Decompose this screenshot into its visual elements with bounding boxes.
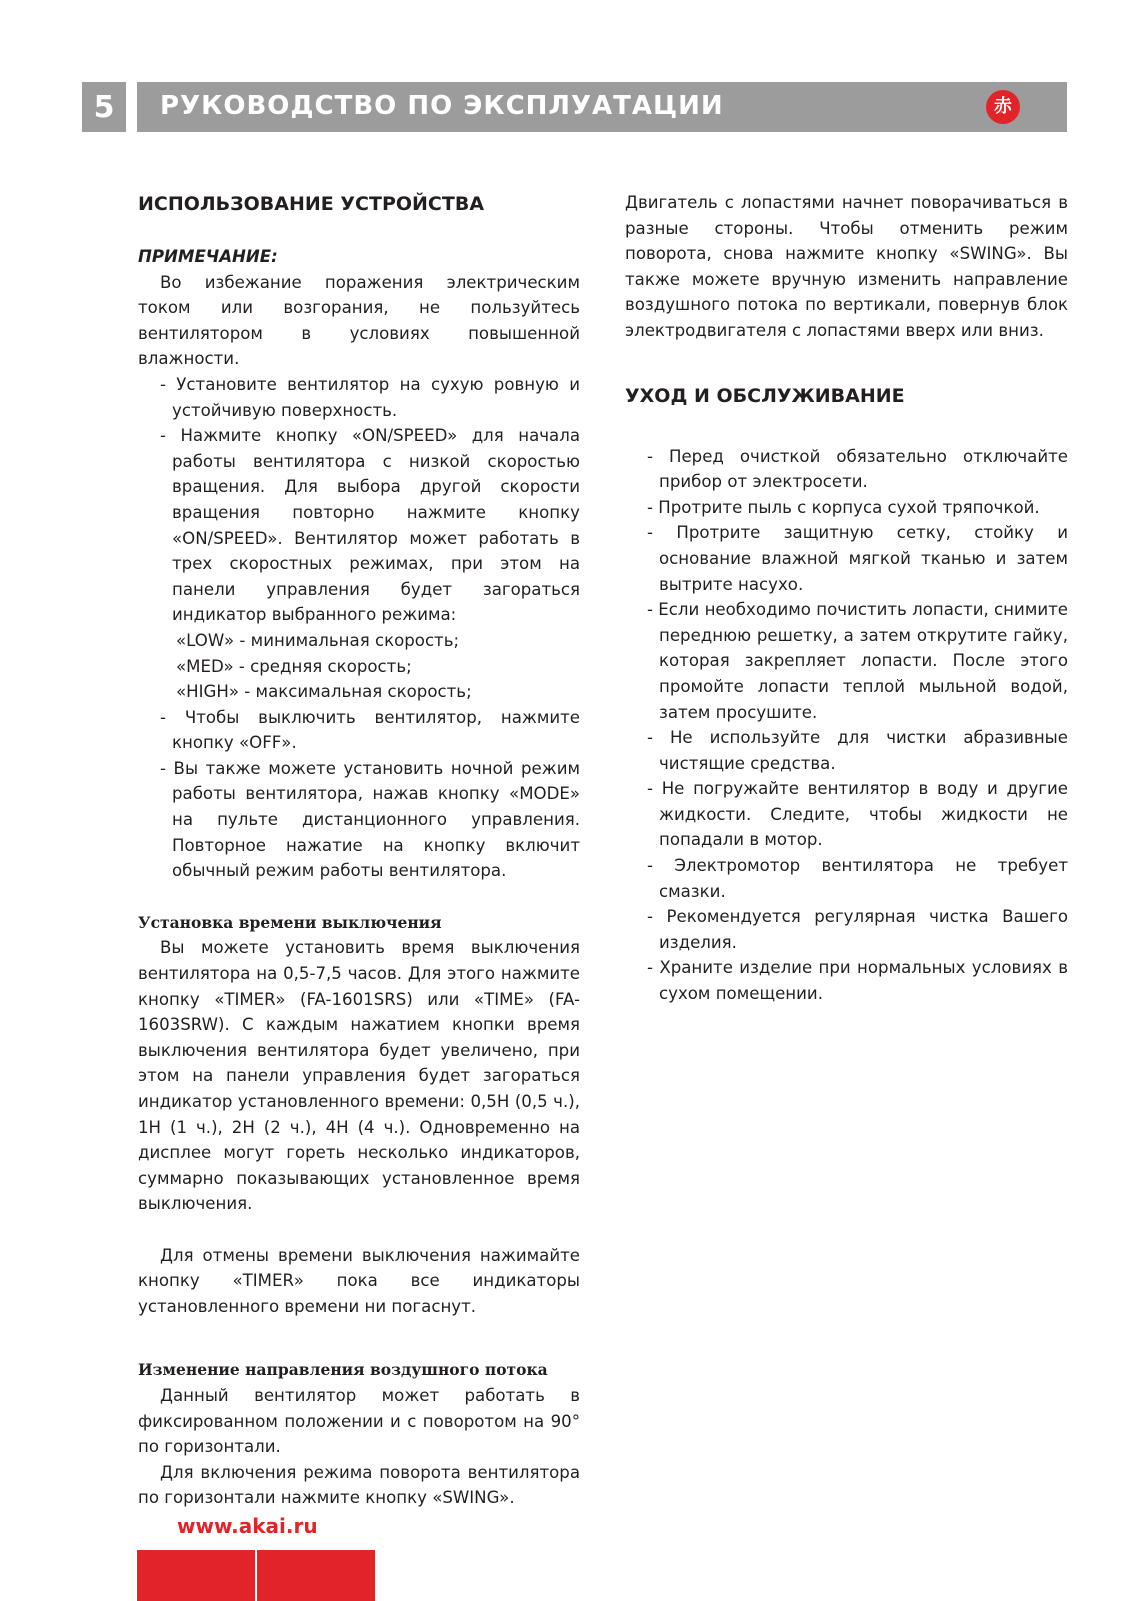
timer-cancel-paragraph: Для отмены времени выключения нажимайте кнопку «TIMER» пока все индикаторы установленного времени ни погаснут. [138, 1245, 580, 1316]
airflow-paragraph: Данный вентилятор может работать в фиксированном положении и с поворотом на 90° по горизонтали. [138, 1385, 580, 1457]
list-item: - Протрите защитную сетку, стойку и основание влажной мягкой тканью и затем вытрите насухо. [647, 523, 1068, 594]
list-item: - Не используйте для чистки абразивные чистящие средства. [647, 728, 1068, 773]
list-item: - Протрите пыль с корпуса сухой тряпочкой. [647, 497, 1040, 517]
list-item: - Храните изделие при нормальных условиях в сухом помещении. [647, 958, 1068, 1004]
care-list [625, 444, 1068, 1007]
brand-logo-icon: 赤 [986, 90, 1020, 124]
right-column [625, 190, 1068, 1007]
note-text: Во избежание поражения электрическим током или возгорания, не пользуйтесь вентилятором в условиях повышенной влажности. [138, 272, 580, 369]
timer-section-title: Установка времени выключения [138, 912, 442, 932]
page-title: РУКОВОДСТВО ПО ЭКСПЛУАТАЦИИ [160, 91, 724, 121]
swing-paragraph: Для включения режима поворота вентилятора по горизонтали нажмите кнопку «SWING». [138, 1462, 580, 1508]
mode-item: «LOW» - минимальная скорость; [176, 630, 460, 650]
page-number: 5 [82, 82, 126, 132]
list-item: - Не погружайте вентилятор в воду и другие жидкости. Следите, чтобы жидкости не попадали в мотор. [647, 779, 1068, 850]
mode-item: «MED» - средняя скорость; [176, 656, 412, 676]
list-item: - Нажмите кнопку «ON/SPEED» для начала работы вентилятора с низкой скоростью вращения. Для выбора другой скорости вращения повторно нажмите кнопку «ON/SPEED». Вентилятор может работать в трех скоростных режимах, при этом на панели управления будет загораться индикатор выбранного режима: [160, 426, 580, 625]
swing-continued-paragraph: Двигатель с лопастями начнет поворачиваться в разные стороны. Чтобы отменить режим поворота, снова нажмите кнопку «SWING». Вы также можете вручную изменить направление воздушного потока по вертикали, повернув блок электродвигателя с лопастями вверх или вниз. [625, 193, 1068, 340]
usage-list [138, 372, 580, 628]
left-column [138, 190, 580, 1511]
website-link[interactable]: www.akai.ru [177, 1514, 318, 1538]
timer-paragraph: Вы можете установить время выключения вентилятора на 0,5-7,5 часов. Для этого нажмите кнопку «TIMER» (FA-1601SRS) или «TIME» (FA-1603SRW). С каждым нажатием кнопки время выключения вентилятора будет увеличено, при этом на панели управления будет загораться индикатор установленного времени: 0,5H (0,5 ч.), 1H (1 ч.), 2H (2 ч.), 4H (4 ч.). Одновременно на дисплее могут гореть несколько индикаторов, суммарно показывающих установленное время выключения. [138, 938, 580, 1214]
usage-list-2 [138, 705, 580, 884]
footer-bar [257, 1550, 375, 1601]
list-item: - Чтобы выключить вентилятор, нажмите кнопку «OFF». [160, 707, 580, 753]
list-item: - Вы также можете установить ночной режим работы вентилятора, нажав кнопку «MODE» на пульте дистанционного управления. Повторное нажатие на кнопку включит обычный режим работы вентилятора. [160, 758, 580, 881]
list-item: - Перед очисткой обязательно отключайте прибор от электросети. [647, 446, 1068, 492]
airflow-section-title: Изменение направления воздушного потока [138, 1360, 548, 1380]
footer-bar [137, 1550, 255, 1601]
list-item: - Электромотор вентилятора не требует смазки. [647, 856, 1068, 901]
section-title-usage: ИСПОЛЬЗОВАНИЕ УСТРОЙСТВА [138, 193, 485, 215]
list-item: - Если необходимо почистить лопасти, снимите переднюю решетку, а затем открутите гайку, которая закрепляет лопасти. После этого промойте лопасти теплой мыльной водой, затем просушите. [647, 600, 1068, 722]
section-title-care: УХОД И ОБСЛУЖИВАНИЕ [625, 384, 905, 407]
list-item: - Установите вентилятор на сухую ровную и устойчивую поверхность. [160, 374, 580, 420]
note-title: ПРИМЕЧАНИЕ: [138, 247, 278, 266]
mode-item: «HIGH» - максимальная скорость; [176, 682, 472, 702]
list-item: - Рекомендуется регулярная чистка Вашего изделия. [647, 907, 1068, 952]
